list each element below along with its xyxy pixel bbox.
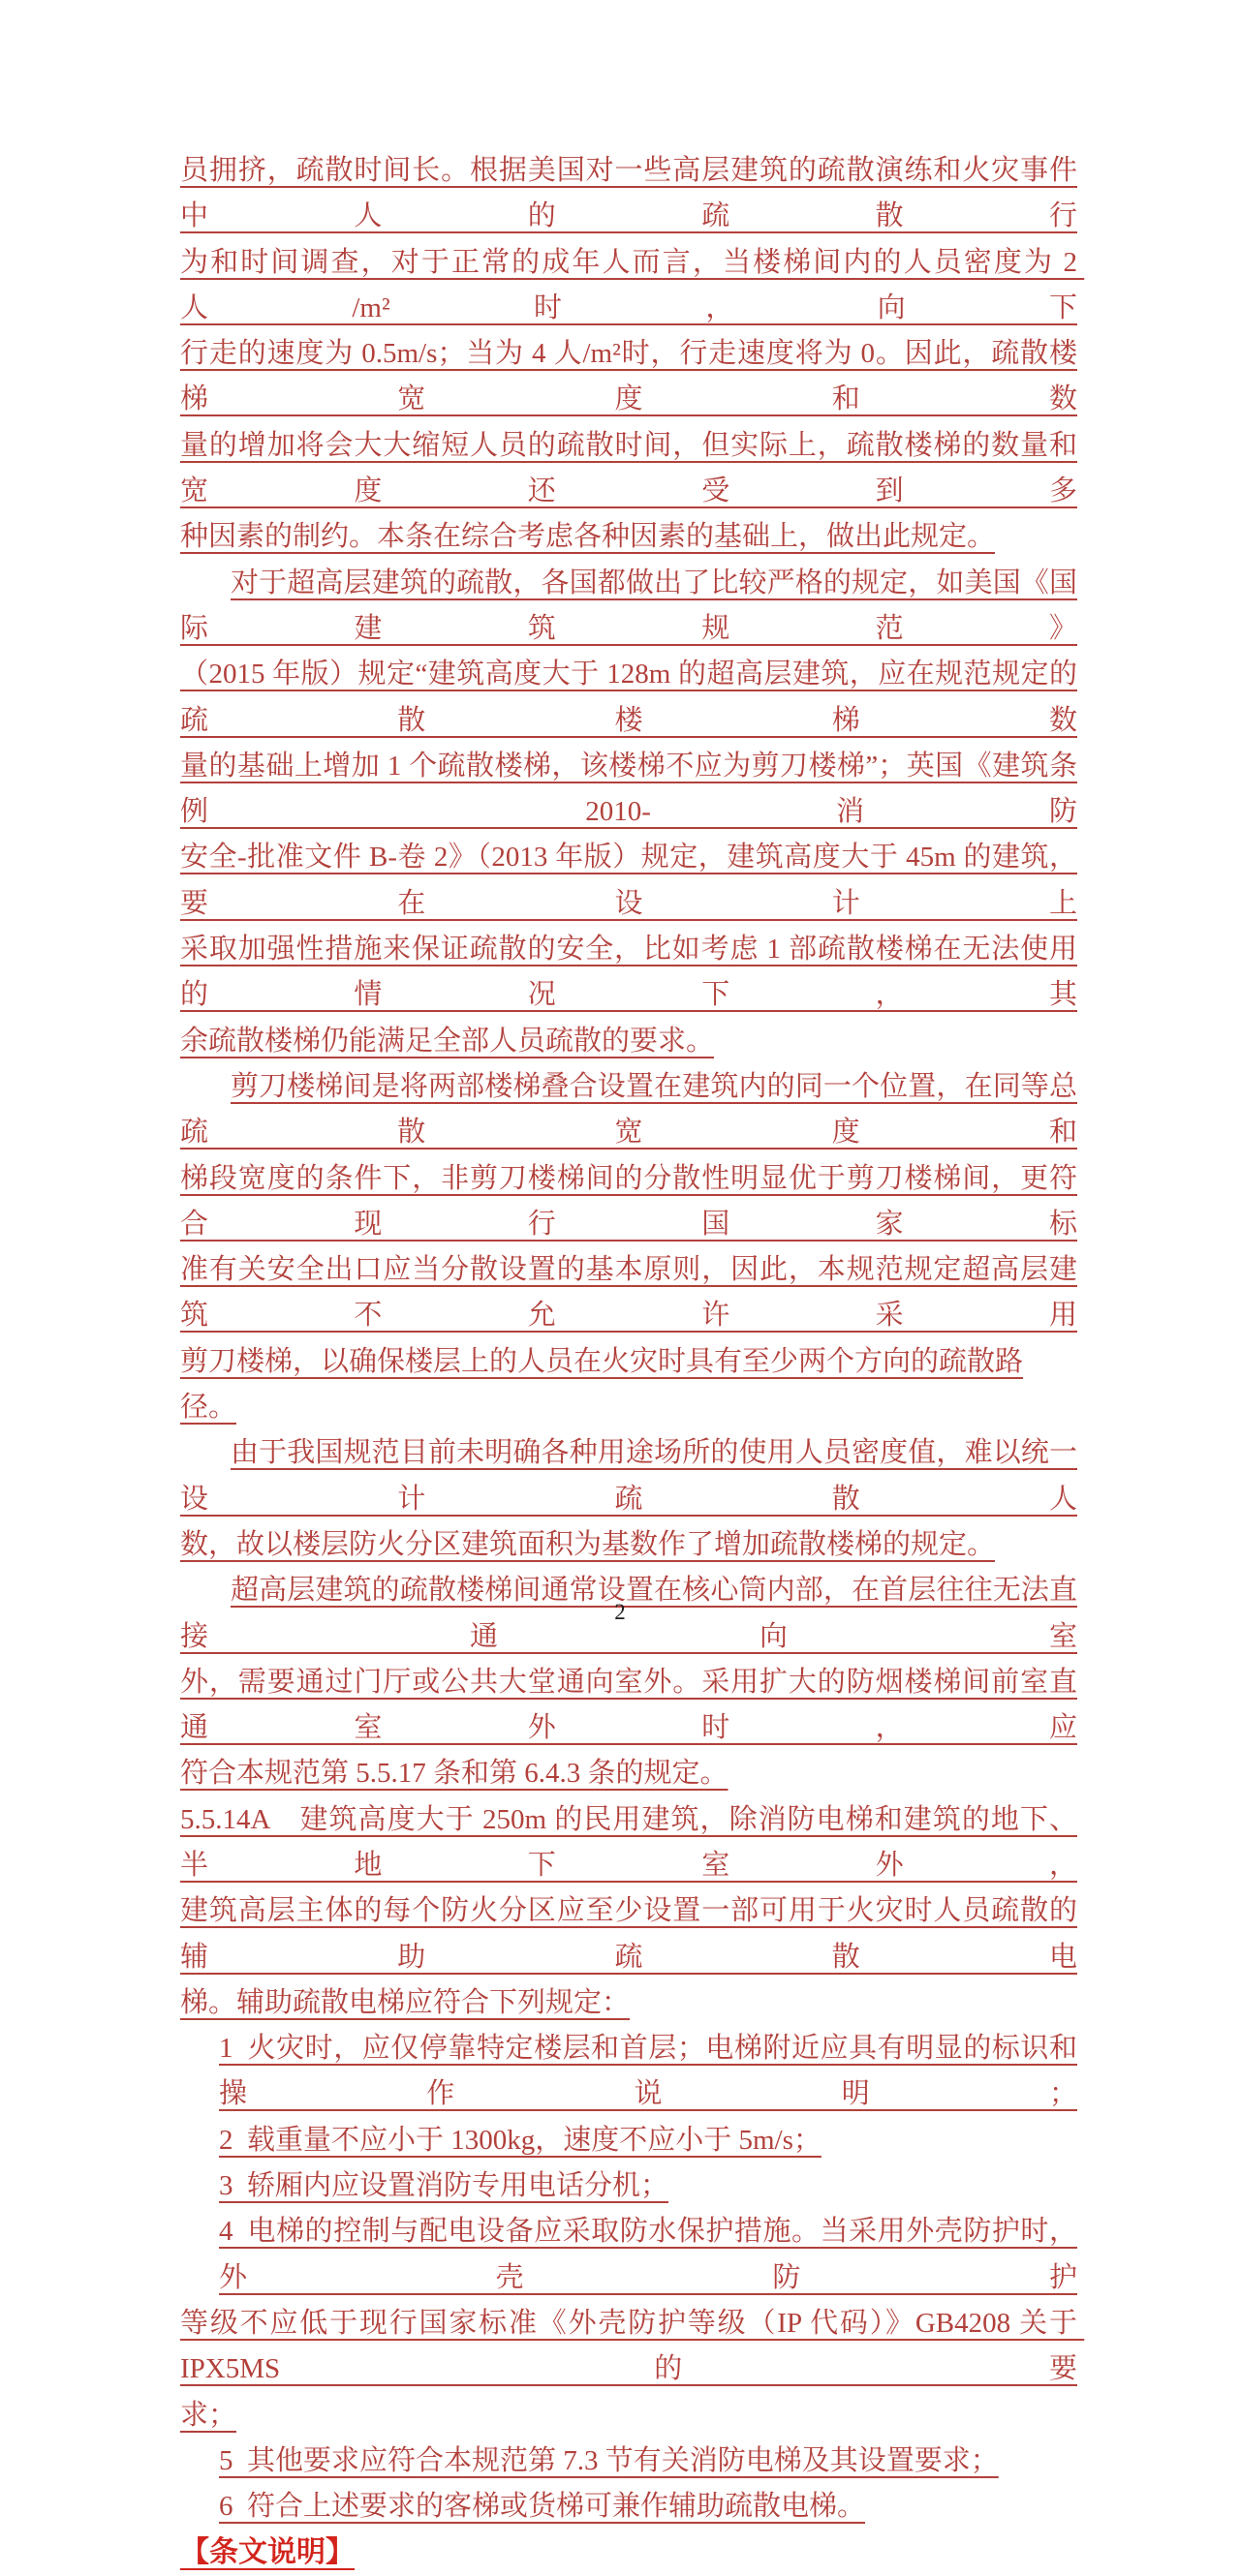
text-line: 员拥挤，疏散时间长。根据美国对一些高层建筑的疏散演练和火灾事件中人的疏散行 — [180, 155, 1077, 232]
text-line: 求； — [180, 2399, 237, 2431]
paragraph-first-line: 由于我国规范目前未明确各种用途场所的使用人员密度值，难以统一设计疏散人 — [180, 1437, 1077, 1515]
paragraph-first-line: 超高层建筑的疏散楼梯间通常设置在核心筒内部，在首层往往无法直接通向室 — [180, 1575, 1077, 1652]
text-line: 种因素的制约。本条在综合考虑各种因素的基础上，做出此规定。 — [180, 521, 996, 553]
text-line: 梯。辅助疏散电梯应符合下列规定： — [180, 1986, 631, 2018]
text-line: 符合本规范第 5.5.17 条和第 6.4.3 条的规定。 — [180, 1758, 728, 1790]
page-number: 2 — [614, 1600, 626, 1624]
section-heading: 【条文说明】 — [180, 2536, 355, 2569]
list-item-line: 4 电梯的控制与配电设备应采取防水保护措施。当采用外壳防护时，外壳防护 — [219, 2216, 1077, 2293]
text-line: 剪刀楼梯，以确保楼层上的人员在火灾时具有至少两个方向的疏散路径。 — [180, 1345, 1024, 1424]
text-line: 量的增加将会大大缩短人员的疏散时间，但实际上，疏散楼梯的数量和宽度还受到多 — [180, 429, 1077, 507]
text-line: 梯段宽度的条件下，非剪刀楼梯间的分散性明显优于剪刀楼梯间，更符合现行国家标 — [180, 1162, 1077, 1240]
text-line: 行走的速度为 0.5m/s；当为 4 人/m²时，行走速度将为 0。因此，疏散楼梯宽度和数 — [180, 338, 1077, 415]
text-line: （2015 年版）规定“建筑高度大于 128m 的超高层建筑，应在规范规定的疏散楼梯数 — [180, 659, 1077, 736]
paragraph-first-line: 对于超高层建筑的疏散，各国都做出了比较严格的规定，如美国《国际建筑规范》 — [180, 567, 1077, 644]
text-line: 采取加强性措施来保证疏散的安全，比如考虑 1 部疏散楼梯在无法使用的情况下，其 — [180, 934, 1077, 1011]
text-line: 建筑高层主体的每个防火分区应至少设置一部可用于火灾时人员疏散的辅助疏散电 — [180, 1895, 1077, 1973]
paragraph-first-line: 剪刀楼梯间是将两部楼梯叠合设置在建筑内的同一个位置，在同等总疏散宽度和 — [180, 1070, 1077, 1149]
list-item-line: 3 轿厢内应设置消防专用电话分机； — [219, 2170, 669, 2202]
list-item-line: 5 其他要求应符合本规范第 7.3 节有关消防电梯及其设置要求； — [219, 2444, 999, 2476]
list-item-line: 1 火灾时，应仅停靠特定楼层和首层；电梯附近应具有明显的标识和操作说明； — [219, 2033, 1077, 2110]
text-line: 准有关安全出口应当分散设置的基本原则，因此，本规范规定超高层建筑不允许采用 — [180, 1254, 1077, 1332]
text-line: 余疏散楼梯仍能满足全部人员疏散的要求。 — [180, 1025, 715, 1057]
list-item-line: 6 符合上述要求的客梯或货梯可兼作辅助疏散电梯。 — [219, 2491, 866, 2523]
clause-line: 5.5.14A 建筑高度大于 250m 的民用建筑，除消防电梯和建筑的地下、半地下室外， — [180, 1803, 1077, 1881]
list-item-line: 2 载重量不应小于 1300kg，速度不应小于 5m/s； — [219, 2124, 822, 2156]
text-line: 等级不应低于现行国家标准《外壳防护等级（IP 代码）》GB4208 关于 IPX5MS 的要 — [180, 2307, 1085, 2385]
text-line: 为和时间调查，对于正常的成年人而言，当楼梯间内的人员密度为 2 人/m²时，向下 — [180, 246, 1085, 323]
text-line: 量的基础上增加 1 个疏散楼梯，该楼梯不应为剪刀楼梯”；英国《建筑条例 2010-消防 — [180, 750, 1077, 828]
text-line: 数，故以楼层防火分区建筑面积为基数作了增加疏散楼梯的规定。 — [180, 1528, 996, 1560]
document-body — [180, 148, 1085, 2576]
text-line: 外，需要通过门厅或公共大堂通向室外。采用扩大的防烟楼梯间前室直通室外时，应 — [180, 1666, 1077, 1744]
text-line: 安全-批准文件 B-卷 2》（2013 年版）规定，建筑高度大于 45m 的建筑，要在设计上 — [180, 842, 1077, 919]
